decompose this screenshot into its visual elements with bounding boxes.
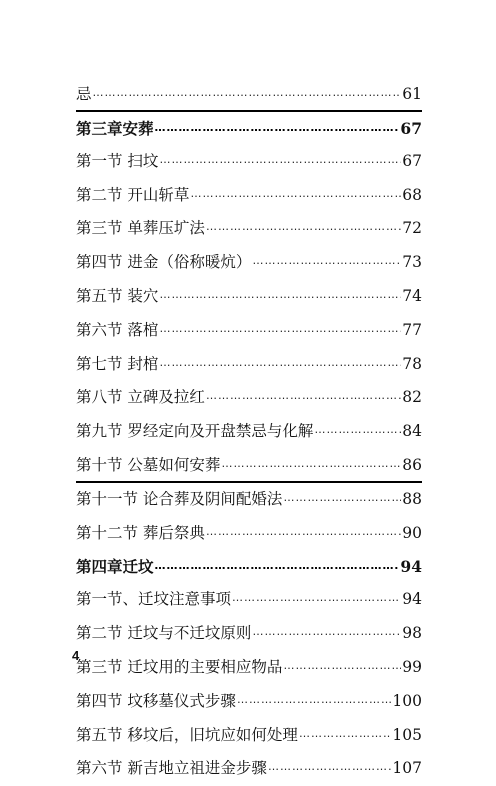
toc-entry — [76, 212, 422, 246]
toc-entry-title: 第九节 罗经定向及开盘禁忌与化解 — [76, 422, 314, 441]
dot-leader — [155, 550, 400, 582]
dot-leader — [252, 617, 401, 649]
dot-leader — [221, 449, 401, 481]
toc-page-number: 77 — [402, 320, 422, 339]
toc-entry — [76, 314, 422, 348]
dot-leader — [268, 752, 391, 784]
dot-leader — [159, 280, 401, 312]
toc-entry-title: 第八节 立碑及拉红 — [76, 388, 205, 407]
dot-leader — [159, 348, 401, 380]
dot-leader — [206, 381, 401, 413]
toc-entry-title: 第四章迁坟 — [76, 557, 154, 577]
toc-entry — [76, 145, 422, 179]
toc-entry — [76, 752, 422, 786]
toc-entry-title: 第十一节 论合葬及阴间配婚法 — [76, 489, 283, 508]
toc-chapter-heading — [76, 112, 422, 145]
toc-page-number: 105 — [392, 725, 422, 744]
dot-leader — [283, 483, 401, 515]
dot-leader — [206, 212, 401, 244]
toc-page-number: 82 — [402, 388, 422, 407]
dot-leader — [206, 517, 401, 549]
toc-page-number: 73 — [402, 253, 422, 272]
toc-entry — [76, 651, 422, 685]
toc-page-number: 100 — [392, 691, 422, 710]
toc-entry — [76, 583, 422, 617]
toc-entry — [76, 517, 422, 551]
toc-entry-title: 第二节 迁坟与不迁坟原则 — [76, 624, 252, 643]
toc-page-number: 67 — [400, 118, 422, 138]
toc-page-number: 67 — [402, 151, 422, 170]
dot-leader — [159, 314, 401, 346]
table-of-contents — [76, 78, 422, 786]
dot-leader — [232, 583, 401, 615]
toc-entry — [76, 280, 422, 314]
toc-entry-title: 第三章安葬 — [76, 118, 154, 138]
toc-entry — [76, 415, 422, 449]
toc-entry-title: 第四节 坟移墓仪式步骤 — [76, 691, 236, 710]
toc-entry-title: 第四节 进金（俗称暖炕） — [76, 253, 252, 272]
toc-entry-title: 第一节、迁坟注意事项 — [76, 590, 232, 609]
toc-page-number: 94 — [402, 590, 422, 609]
toc-entry — [76, 78, 422, 112]
toc-entry — [76, 246, 422, 280]
toc-page-number: 84 — [402, 422, 422, 441]
dot-leader — [283, 651, 401, 683]
toc-page-number: 94 — [400, 557, 422, 577]
toc-entry — [76, 483, 422, 517]
dot-leader — [252, 246, 401, 278]
toc-entry-title: 第一节 扫坟 — [76, 151, 159, 170]
dot-leader — [314, 415, 401, 447]
dot-leader — [237, 685, 391, 717]
toc-entry-title: 第六节 新吉地立祖进金步骤 — [76, 759, 267, 778]
toc-entry — [76, 719, 422, 753]
toc-entry — [76, 179, 422, 213]
toc-entry — [76, 617, 422, 651]
toc-entry-title: 第三节 迁坟用的主要相应物品 — [76, 657, 283, 676]
toc-entry-title: 第十节 公墓如何安葬 — [76, 455, 221, 474]
toc-entry-title: 第六节 落棺 — [76, 320, 159, 339]
toc-entry — [76, 449, 422, 483]
toc-entry — [76, 685, 422, 719]
toc-entry-title: 第五节 移坟后，旧坑应如何处理 — [76, 725, 298, 744]
toc-page-number: 98 — [402, 624, 422, 643]
toc-page-number: 61 — [402, 85, 422, 103]
toc-entry-title: 忌 — [76, 85, 92, 103]
toc-entry-title: 第十二节 葬后祭典 — [76, 523, 205, 542]
toc-page-number: 90 — [402, 523, 422, 542]
toc-page-number: 78 — [402, 354, 422, 373]
toc-entry-title: 第三节 单葬压圹法 — [76, 219, 205, 238]
toc-page-number: 74 — [402, 286, 422, 305]
page-number: 4 — [72, 648, 80, 663]
toc-page-number: 88 — [402, 489, 422, 508]
dot-leader — [159, 145, 401, 177]
toc-chapter-heading — [76, 550, 422, 583]
toc-entry-title: 第七节 封棺 — [76, 354, 159, 373]
toc-entry — [76, 381, 422, 415]
toc-page-number: 107 — [392, 759, 422, 778]
dot-leader — [190, 179, 401, 211]
toc-entry-title: 第二节 开山斩草 — [76, 185, 190, 204]
toc-page-number: 99 — [402, 657, 422, 676]
toc-entry — [76, 348, 422, 382]
toc-entry-title: 第五节 装穴 — [76, 286, 159, 305]
toc-page-number: 72 — [402, 219, 422, 238]
dot-leader — [93, 78, 402, 110]
dot-leader — [155, 112, 400, 144]
toc-page-number: 86 — [402, 455, 422, 474]
toc-page-number: 68 — [402, 185, 422, 204]
dot-leader — [299, 719, 391, 751]
